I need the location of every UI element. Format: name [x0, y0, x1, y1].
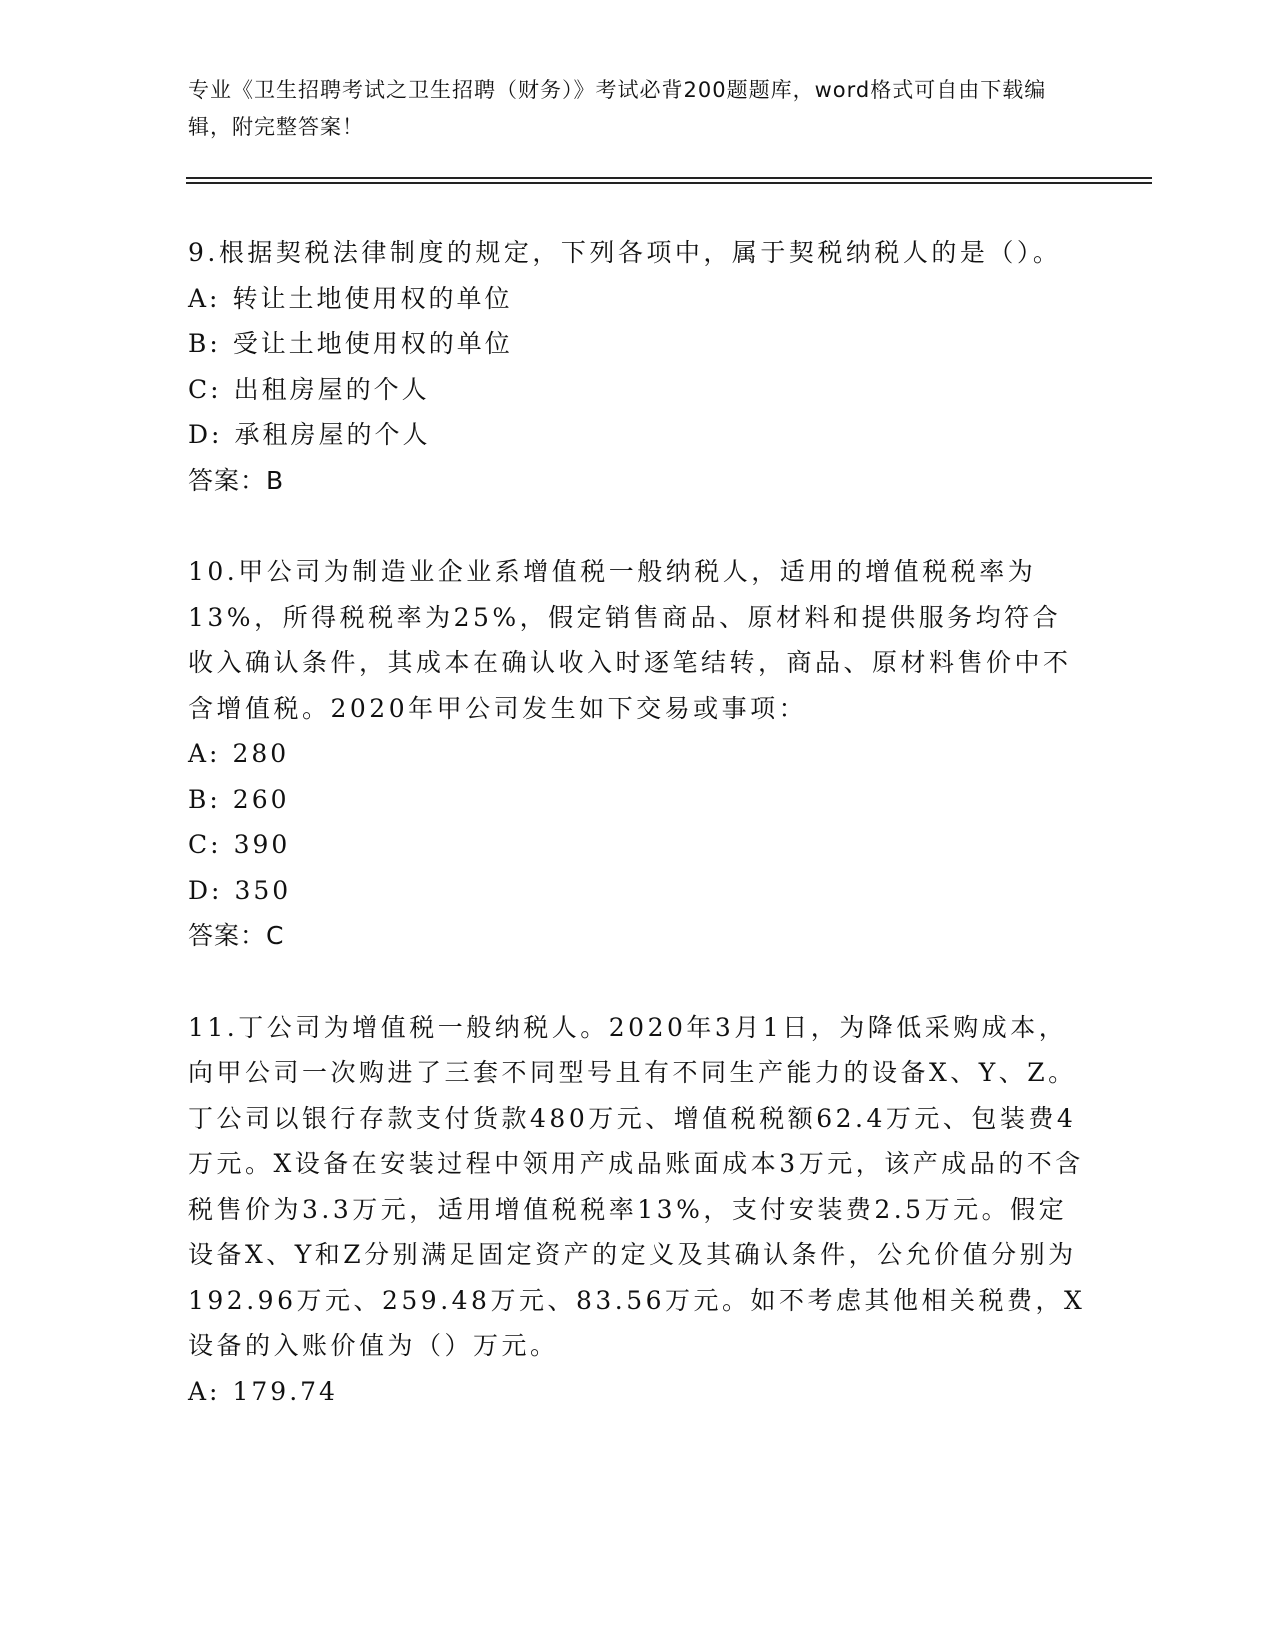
option-text: 280 [232, 739, 290, 768]
document-header: 专业《卫生招聘考试之卫生招聘（财务）》考试必背200题题库，word格式可自由下载编辑，附完整答案！ [188, 78, 1047, 139]
option-letter: B: [188, 329, 221, 358]
option-text: 350 [234, 875, 292, 905]
option-letter: D: [188, 420, 223, 449]
header-divider-bottom [186, 182, 1152, 184]
question-stem: 9.根据契税法律制度的规定，下列各项中，属于契税纳税人的是（）。 [188, 238, 1062, 267]
option-text: 转让土地使用权的单位 [232, 283, 513, 313]
question-stem: 11.丁公司为增值税一般纳税人。2020年3月1日，为降低采购成本，向甲公司一次购进了三套不同型号且有不同生产能力的设备X、Y、Z。丁公司以银行存款支付货款480万元、增值税税额62.4万元、包装费4万元。X设备在安装过程中领用产成品账面成本3万元，该产成品的不含税售价为3.3万元，适用增值税税率13%，支付安装费2.5万元。假定设备X、Y和Z分别满足固定资产的定义及其确认条件，公允价值分别为192.96万元、259.48万元、83.56万元。如不考虑其他相关税费，X设备的入账价值为（）万元。 [188, 1012, 1086, 1360]
option-text: 受让土地使用权的单位 [232, 329, 513, 358]
option-a [188, 731, 1088, 777]
option-text: 390 [233, 830, 291, 859]
question-9 [188, 230, 1088, 503]
header-divider-top [186, 177, 1152, 179]
question-stem: 10.甲公司为制造业企业系增值税一般纳税人，适用的增值税税率为13%，所得税税率为25%，假定销售商品、原材料和提供服务均符合收入确认条件，其成本在确认收入时逐笔结转，商品、原材料售价中不含增值税。2020年甲公司发生如下交易或事项： [188, 557, 1072, 723]
answer: 答案：B [188, 465, 285, 495]
option-d [188, 412, 1088, 458]
option-letter: C: [188, 830, 222, 859]
option-text: 179.74 [232, 1376, 338, 1406]
option-letter: C: [188, 374, 222, 404]
option-letter: D: [188, 875, 223, 905]
question-list [188, 230, 1088, 1460]
option-letter: A: [188, 283, 221, 313]
answer: 答案：C [188, 921, 285, 950]
option-text: 260 [232, 784, 290, 814]
option-c [188, 822, 1088, 868]
option-letter: B: [188, 784, 221, 814]
option-c [188, 367, 1088, 413]
option-a [188, 1369, 1088, 1415]
option-letter: A: [188, 739, 221, 768]
option-b [188, 777, 1088, 823]
option-a [188, 276, 1088, 322]
option-letter: A: [188, 1376, 221, 1406]
option-b [188, 321, 1088, 367]
option-d [188, 868, 1088, 914]
question-11 [188, 1005, 1088, 1415]
option-text: 出租房屋的个人 [233, 374, 430, 404]
option-text: 承租房屋的个人 [234, 420, 431, 449]
question-10 [188, 549, 1088, 959]
